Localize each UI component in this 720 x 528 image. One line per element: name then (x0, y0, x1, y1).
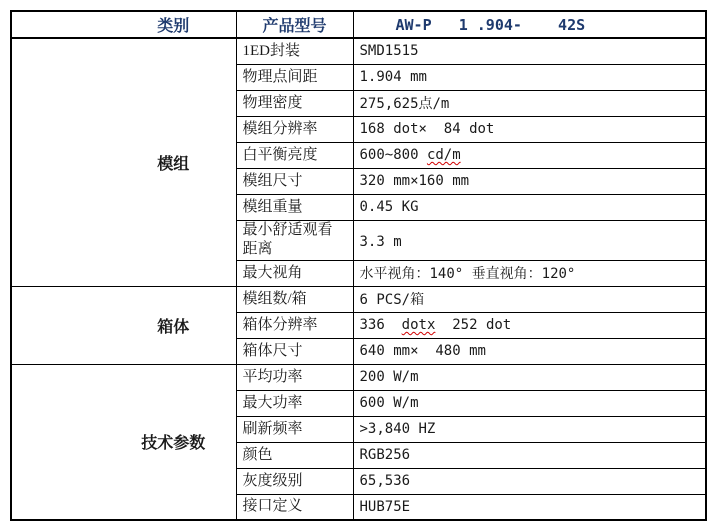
spec-label: 模组数/箱 (236, 286, 353, 312)
spellcheck-squiggle-text: cd/m (426, 147, 461, 163)
spec-label: 刷新频率 (236, 416, 353, 442)
category-cell-module: 模组 (11, 38, 236, 286)
spec-row (11, 38, 706, 64)
spec-label: 最大功率 (236, 390, 353, 416)
spec-label: 模组重量 (236, 194, 353, 220)
spec-value: 168 dot× 84 dot (353, 116, 706, 142)
spec-value: 1.904 mm (353, 64, 706, 90)
spec-label: 箱体尺寸 (236, 338, 353, 364)
spec-label: 白平衡亮度 (236, 142, 353, 168)
spec-row (11, 286, 706, 312)
product-model-header: 产品型号 (236, 11, 353, 38)
category-cell-cabinet: 箱体 (11, 286, 236, 364)
spellcheck-squiggle-text: dotx (401, 317, 436, 333)
spec-value: >3,840 HZ (353, 416, 706, 442)
spec-label: 接口定义 (236, 494, 353, 520)
spec-label: 箱体分辨率 (236, 312, 353, 338)
spec-row (11, 364, 706, 390)
spec-value: HUB75E (353, 494, 706, 520)
spec-value: 3.3 m (353, 220, 706, 260)
spec-label: 最小舒适观看距离 (236, 220, 353, 260)
spec-value: SMD1515 (353, 38, 706, 64)
spec-value: 6 PCS/箱 (353, 286, 706, 312)
spec-label: 模组分辨率 (236, 116, 353, 142)
spec-label: 模组尺寸 (236, 168, 353, 194)
spec-value (353, 312, 706, 338)
spec-label: 物理点间距 (236, 64, 353, 90)
product-model-value: AW-P 1 .904- 42S (353, 11, 706, 38)
spec-value: 275,625点/m (353, 90, 706, 116)
spec-label: 颜色 (236, 442, 353, 468)
spec-value: 640 mm× 480 mm (353, 338, 706, 364)
category-cell-tech-params: 技术参数 (11, 364, 236, 520)
header-row (11, 11, 706, 38)
spec-table (10, 10, 707, 521)
spec-value: 65,536 (353, 468, 706, 494)
spec-value (353, 142, 706, 168)
spec-value: RGB256 (353, 442, 706, 468)
spec-value: 320 mm×160 mm (353, 168, 706, 194)
spec-value: 600 W/m (353, 390, 706, 416)
spec-label: 最大视角 (236, 260, 353, 286)
spec-value: 0.45 KG (353, 194, 706, 220)
spec-value: 水平视角：140° 垂直视角：120° (353, 260, 706, 286)
spec-label: 物理密度 (236, 90, 353, 116)
value-text: 252 dot (435, 317, 512, 333)
spec-label: 灰度级别 (236, 468, 353, 494)
spec-value: 200 W/m (353, 364, 706, 390)
value-text: 600~800 (359, 147, 427, 163)
category-column-header: 类别 (11, 11, 236, 38)
spec-label: 平均功率 (236, 364, 353, 390)
spec-label: 1ED封装 (236, 38, 353, 64)
value-text: 336 (359, 317, 402, 333)
